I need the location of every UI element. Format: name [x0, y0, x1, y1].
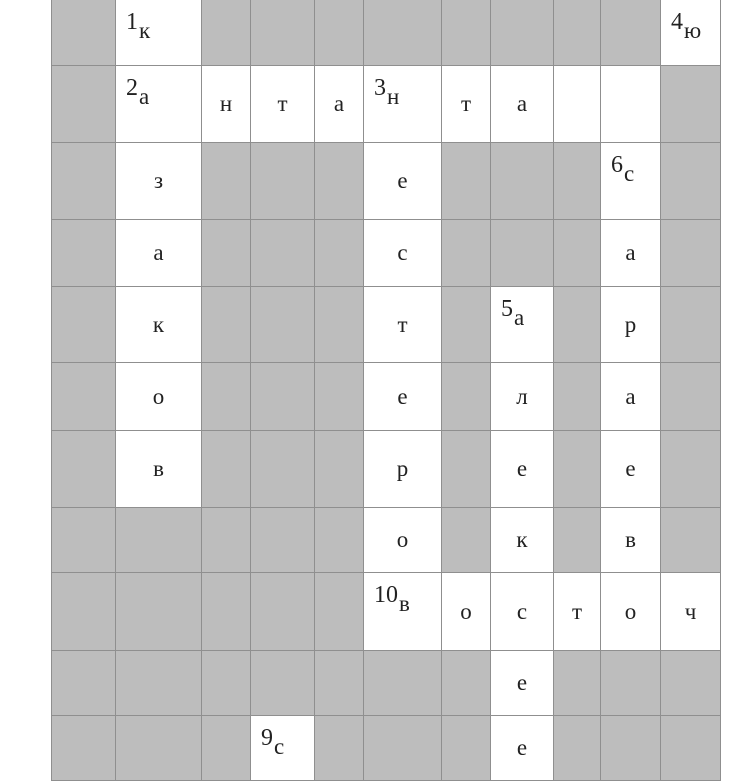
letter-cell[interactable] [363, 219, 442, 287]
cell-letter: р [624, 311, 637, 337]
letter-cell[interactable] [490, 430, 554, 508]
letter-cell[interactable] [660, 0, 721, 66]
blocked-cell [553, 650, 601, 716]
letter-cell[interactable] [363, 362, 442, 431]
blocked-cell [363, 650, 442, 716]
letter-cell[interactable] [363, 572, 442, 651]
blocked-cell [201, 219, 251, 287]
cell-letter: а [333, 91, 345, 117]
letter-cell[interactable] [600, 507, 661, 573]
blocked-cell [314, 286, 364, 363]
blocked-cell [201, 715, 251, 781]
blocked-cell [314, 142, 364, 220]
cell-letter: с [516, 598, 528, 624]
letter-cell[interactable] [201, 65, 251, 143]
cell-letter: е [516, 456, 528, 482]
clue-number [374, 75, 400, 109]
blocked-cell [363, 715, 442, 781]
clue-number-digit: 6 [611, 152, 623, 178]
cell-letter: т [397, 311, 408, 337]
blocked-cell [314, 572, 364, 651]
letter-cell[interactable] [441, 572, 491, 651]
letter-cell[interactable] [115, 142, 202, 220]
letter-cell[interactable] [490, 362, 554, 431]
blocked-cell [250, 572, 315, 651]
cell-letter: е [625, 456, 636, 482]
cell-letter: о [624, 598, 637, 624]
blocked-cell [660, 142, 721, 220]
cell-letter: т [277, 91, 288, 117]
cell-letter: о [152, 383, 165, 409]
cell-letter: а [153, 240, 164, 266]
clue-number [671, 9, 702, 43]
letter-cell[interactable] [553, 572, 601, 651]
cell-letter: к [152, 311, 165, 337]
letter-cell[interactable] [600, 572, 661, 651]
clue-first-letter: в [399, 591, 410, 616]
blocked-cell [115, 507, 202, 573]
cell-letter: к [516, 527, 528, 553]
blocked-cell [51, 142, 116, 220]
blocked-cell [201, 362, 251, 431]
letter-cell[interactable] [363, 65, 442, 143]
clue-number-digit: 9 [261, 725, 273, 751]
blocked-cell [441, 507, 491, 573]
blocked-cell [660, 650, 721, 716]
blocked-cell [553, 715, 601, 781]
clue-number [501, 296, 525, 330]
clue-number [126, 9, 151, 43]
blocked-cell [51, 650, 116, 716]
letter-cell[interactable] [600, 430, 661, 508]
blocked-cell [441, 715, 491, 781]
blocked-cell [250, 430, 315, 508]
letter-cell[interactable] [250, 715, 315, 781]
letter-cell[interactable] [363, 142, 442, 220]
blocked-cell [201, 507, 251, 573]
cell-letter: о [460, 598, 472, 624]
blocked-cell [600, 0, 661, 66]
letter-cell[interactable] [600, 219, 661, 287]
letter-cell[interactable] [490, 650, 554, 716]
letter-cell[interactable] [660, 572, 721, 651]
blocked-cell [441, 650, 491, 716]
letter-cell[interactable] [250, 65, 315, 143]
blocked-cell [553, 286, 601, 363]
cell-letter: т [460, 91, 472, 117]
clue-number [611, 152, 635, 186]
cell-letter: л [516, 383, 528, 409]
letter-cell[interactable] [115, 286, 202, 363]
blocked-cell [51, 362, 116, 431]
blocked-cell [553, 219, 601, 287]
blocked-cell [201, 430, 251, 508]
blocked-cell [314, 507, 364, 573]
clue-first-letter: с [274, 734, 285, 759]
clue-first-letter: а [514, 305, 525, 330]
letter-cell[interactable] [115, 0, 202, 66]
clue-number-digit: 3 [374, 75, 386, 101]
blocked-cell [250, 219, 315, 287]
clue-number-digit: 5 [501, 296, 513, 322]
clue-number-digit: 2 [126, 75, 138, 101]
cell-letter: а [625, 383, 636, 409]
clue-first-letter: ю [684, 18, 702, 43]
letter-cell[interactable] [490, 507, 554, 573]
cell-letter: е [516, 735, 528, 761]
cell-letter: з [153, 168, 164, 194]
blocked-cell [490, 142, 554, 220]
blocked-cell [553, 362, 601, 431]
blocked-cell [250, 0, 315, 66]
blocked-cell [201, 650, 251, 716]
letter-cell[interactable] [600, 362, 661, 431]
blocked-cell [553, 142, 601, 220]
cell-letter: в [153, 456, 164, 482]
letter-cell[interactable] [600, 142, 661, 220]
clue-number-digit: 4 [671, 9, 683, 35]
blocked-cell [250, 650, 315, 716]
blocked-cell [553, 0, 601, 66]
cell-letter: о [396, 527, 409, 553]
clue-number-digit: 10 [374, 582, 398, 608]
letter-cell[interactable] [441, 65, 491, 143]
blocked-cell [441, 142, 491, 220]
letter-cell[interactable] [490, 572, 554, 651]
blocked-cell [51, 286, 116, 363]
blocked-cell [314, 430, 364, 508]
clue-first-letter: к [139, 18, 151, 43]
blocked-cell [51, 0, 116, 66]
letter-cell[interactable] [363, 286, 442, 363]
cell-letter: е [516, 670, 528, 696]
blocked-cell [600, 650, 661, 716]
blocked-cell [314, 219, 364, 287]
cell-letter: е [397, 168, 408, 194]
clue-number [261, 725, 285, 759]
blocked-cell [441, 362, 491, 431]
blocked-cell [314, 362, 364, 431]
blocked-cell [490, 0, 554, 66]
blocked-cell [553, 430, 601, 508]
letter-cell[interactable] [115, 362, 202, 431]
blocked-cell [490, 219, 554, 287]
blocked-cell [441, 286, 491, 363]
clue-number [374, 582, 410, 616]
blocked-cell [363, 0, 442, 66]
blocked-cell [250, 286, 315, 363]
letter-cell[interactable] [115, 430, 202, 508]
letter-cell[interactable] [115, 219, 202, 287]
blocked-cell [553, 507, 601, 573]
letter-cell[interactable] [490, 286, 554, 363]
letter-cell[interactable] [600, 65, 661, 143]
cell-letter: а [625, 240, 636, 266]
letter-cell[interactable] [363, 430, 442, 508]
letter-cell[interactable] [115, 65, 202, 143]
blocked-cell [314, 0, 364, 66]
blocked-cell [441, 219, 491, 287]
clue-first-letter: н [387, 84, 400, 109]
blocked-cell [660, 286, 721, 363]
letter-cell[interactable] [363, 507, 442, 573]
blocked-cell [314, 715, 364, 781]
blocked-cell [201, 572, 251, 651]
cell-letter: н [219, 91, 233, 117]
cell-letter: ч [684, 598, 697, 624]
letter-cell[interactable] [553, 65, 601, 143]
clue-first-letter: с [624, 161, 635, 186]
letter-cell[interactable] [490, 715, 554, 781]
blocked-cell [51, 507, 116, 573]
blocked-cell [115, 715, 202, 781]
clue-number [126, 75, 150, 109]
blocked-cell [660, 715, 721, 781]
blocked-cell [250, 142, 315, 220]
blocked-cell [314, 650, 364, 716]
blocked-cell [51, 65, 116, 143]
blocked-cell [660, 219, 721, 287]
blocked-cell [441, 0, 491, 66]
blocked-cell [660, 362, 721, 431]
cell-letter: в [625, 527, 636, 553]
blocked-cell [250, 362, 315, 431]
blocked-cell [115, 650, 202, 716]
letter-cell[interactable] [600, 286, 661, 363]
letter-cell[interactable] [490, 65, 554, 143]
blocked-cell [250, 507, 315, 573]
blocked-cell [51, 219, 116, 287]
blocked-cell [660, 430, 721, 508]
blocked-cell [441, 430, 491, 508]
clue-number-digit: 1 [126, 9, 138, 35]
cell-letter: с [397, 240, 408, 266]
cell-letter: т [571, 598, 583, 624]
letter-cell[interactable] [314, 65, 364, 143]
cell-letter: а [516, 91, 528, 117]
blocked-cell [660, 507, 721, 573]
blocked-cell [201, 142, 251, 220]
blocked-cell [51, 715, 116, 781]
blocked-cell [201, 0, 251, 66]
blocked-cell [660, 65, 721, 143]
blocked-cell [115, 572, 202, 651]
clue-first-letter: а [139, 84, 150, 109]
blocked-cell [51, 430, 116, 508]
blocked-cell [51, 572, 116, 651]
blocked-cell [600, 715, 661, 781]
cell-letter: р [396, 456, 409, 482]
blocked-cell [201, 286, 251, 363]
cell-letter: е [397, 383, 408, 409]
